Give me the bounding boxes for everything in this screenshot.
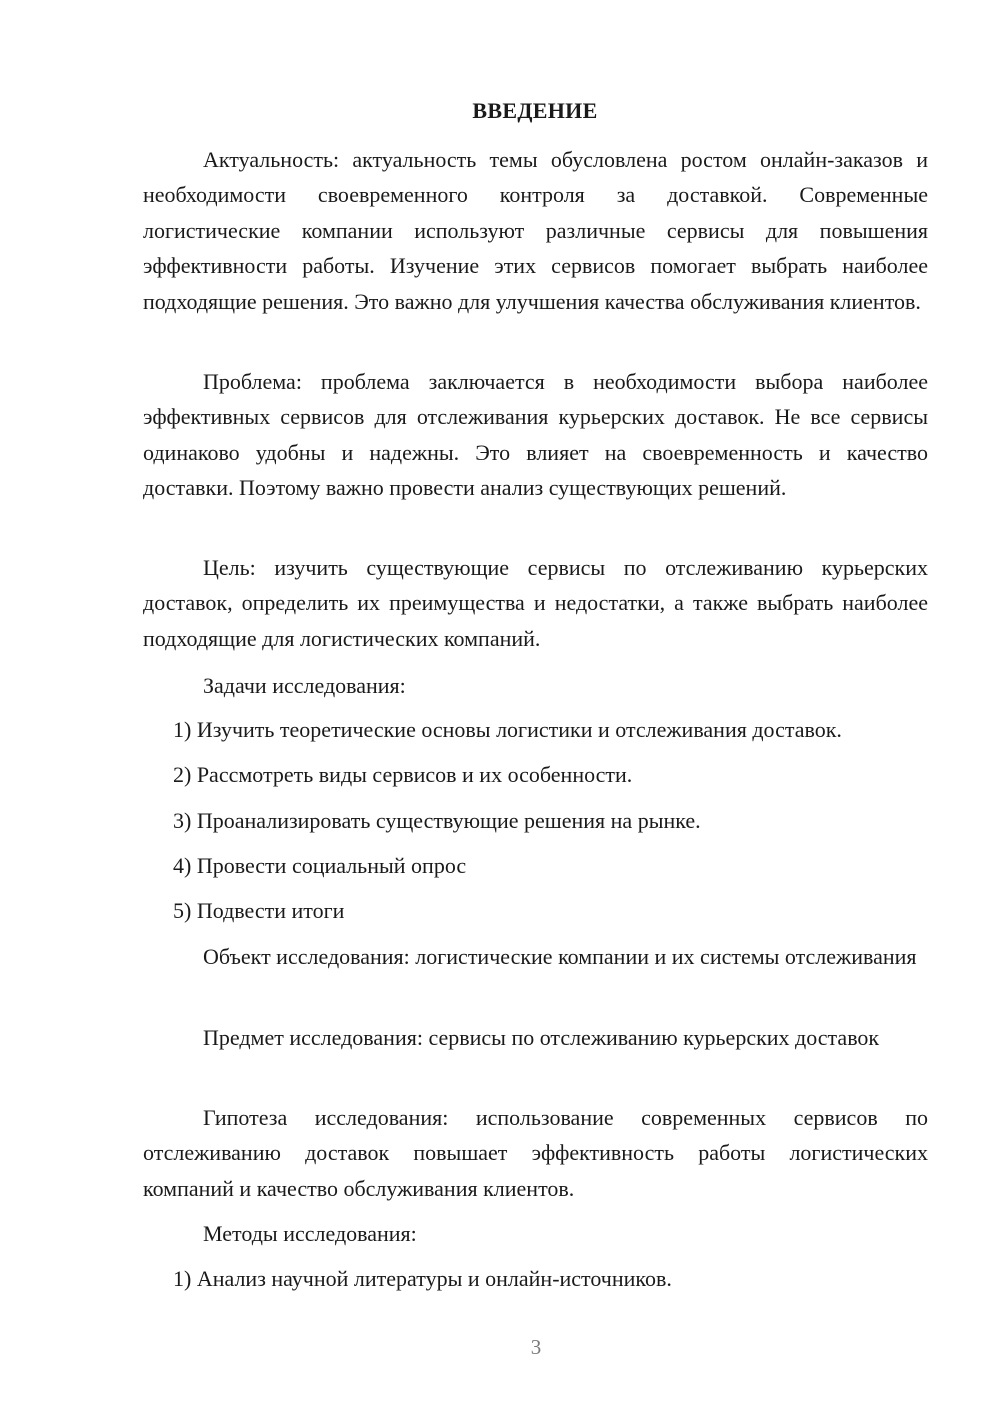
- methods-heading: Методы исследования:: [203, 1221, 417, 1246]
- list-item: 5) Подвести итоги: [173, 898, 345, 923]
- list-item: 2) Рассмотреть виды сервисов и их особенности.: [173, 762, 633, 787]
- paragraph-relevance: Актуальность: актуальность темы обусловлена ростом онлайн-заказов и необходимости своевременного контроля за доставкой. Современные логистические компании используют различные сервисы для повышения эффективности работы. Изучение этих сервисов помогает выбрать наиболее подходящие решения. Это важно для улучшения качества обслуживания клиентов.: [143, 147, 928, 314]
- paragraph-hypothesis: Гипотеза исследования: использование современных сервисов по отслеживанию доставок повышает эффективность работы логистических компаний и качество обслуживания клиентов.: [143, 1105, 928, 1201]
- paragraph-goal: Цель: изучить существующие сервисы по отслеживанию курьерских доставок, определить их преимущества и недостатки, а также выбрать наиболее подходящие для логистических компаний.: [143, 555, 928, 651]
- tasks-heading: Задачи исследования:: [203, 673, 406, 698]
- list-item: 1) Изучить теоретические основы логистики и отслеживания доставок.: [173, 717, 842, 742]
- page-number: 3: [530, 1335, 542, 1359]
- list-item: 4) Провести социальный опрос: [173, 853, 467, 878]
- paragraph-subject: Предмет исследования: сервисы по отслеживанию курьерских доставок: [203, 1025, 880, 1050]
- section-title: ВВЕДЕНИЕ: [472, 98, 598, 123]
- paragraph-object: Объект исследования: логистические компании и их системы отслеживания: [203, 944, 917, 969]
- paragraph-problem: Проблема: проблема заключается в необходимости выбора наиболее эффективных сервисов для отслеживания курьерских доставок. Не все сервисы одинаково удобны и надежны. Это влияет на своевременность и качество доставки. Поэтому важно провести анализ существующих решений.: [143, 369, 928, 501]
- list-item: 3) Проанализировать существующие решения на рынке.: [173, 808, 701, 833]
- list-item: 1) Анализ научной литературы и онлайн-источников.: [173, 1266, 672, 1291]
